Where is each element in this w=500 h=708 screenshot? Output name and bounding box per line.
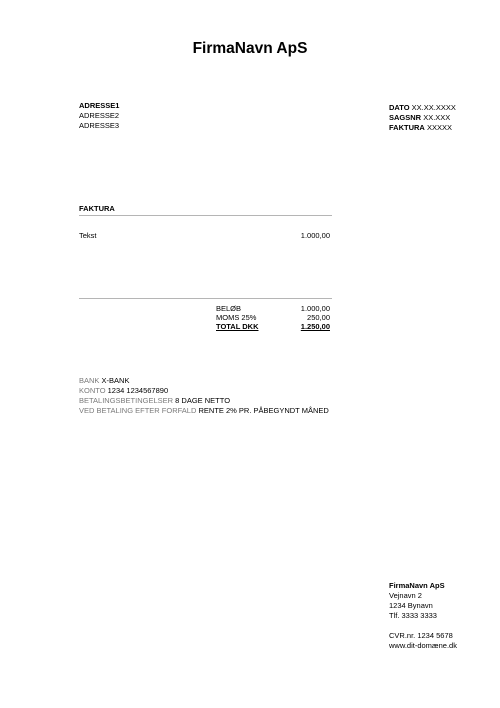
totals-row-total	[216, 322, 330, 331]
footer-city: 1234 Bynavn	[389, 601, 433, 610]
recipient-address	[79, 101, 119, 131]
totals-block	[216, 304, 330, 331]
payment-bank	[79, 376, 329, 386]
meta-date-value: XX.XX.XXXX	[411, 103, 456, 112]
meta-invoice-number	[389, 123, 456, 133]
meta-invoice-value: XXXXX	[426, 123, 452, 132]
total-label: TOTAL DKK	[216, 322, 259, 331]
line-item-amount: 1.000,00	[300, 231, 330, 240]
meta-case-label: SAGSNR	[389, 113, 422, 122]
line-item-text: Tekst	[79, 231, 97, 240]
meta-invoice-label: FAKTURA	[389, 123, 425, 132]
payment-terms	[79, 396, 329, 406]
payment-info	[79, 376, 329, 416]
terms-label: BETALINGSBETINGELSER	[79, 396, 174, 405]
bank-value: X-BANK	[101, 376, 130, 385]
totals-row-vat	[216, 313, 330, 322]
heading-divider	[79, 215, 332, 216]
amount-label: BELØB	[216, 304, 242, 313]
account-value: 1234 1234567890	[107, 386, 169, 395]
invoice-heading: FAKTURA	[79, 204, 115, 213]
late-fee-label: VED BETALING EFTER FORFALD	[79, 406, 197, 415]
meta-case-number	[389, 113, 456, 123]
vat-label: MOMS 25%	[216, 313, 257, 322]
late-fee-value: RENTE 2% PR. PÅBEGYNDT MÅNED	[198, 406, 329, 415]
footer-website[interactable]: www.dit-domæne.dk	[389, 641, 457, 650]
meta-date	[389, 103, 456, 113]
meta-date-label: DATO	[389, 103, 410, 112]
meta-case-value: XX.XXX	[423, 113, 451, 122]
footer-company-name: FirmaNavn ApS	[389, 581, 445, 590]
company-footer	[389, 581, 457, 651]
totals-row-amount	[216, 304, 330, 313]
bank-label: BANK	[79, 376, 100, 385]
payment-late-fee	[79, 406, 329, 416]
totals-divider	[79, 298, 332, 299]
account-label: KONTO	[79, 386, 106, 395]
terms-value: 8 DAGE NETTO	[175, 396, 231, 405]
amount-value: 1.000,00	[300, 304, 330, 313]
address-line-2: ADRESSE2	[79, 111, 120, 120]
vat-value: 250,00	[307, 313, 330, 322]
payment-account	[79, 386, 329, 396]
invoice-meta	[389, 103, 456, 133]
footer-phone: Tlf. 3333 3333	[389, 611, 437, 620]
footer-street: Vejnavn 2	[389, 591, 422, 600]
company-title: FirmaNavn ApS	[192, 40, 308, 57]
address-line-1: ADRESSE1	[79, 101, 120, 110]
address-line-3: ADRESSE3	[79, 121, 120, 130]
footer-cvr: CVR.nr. 1234 5678	[389, 631, 453, 640]
total-value: 1.250,00	[300, 322, 330, 331]
